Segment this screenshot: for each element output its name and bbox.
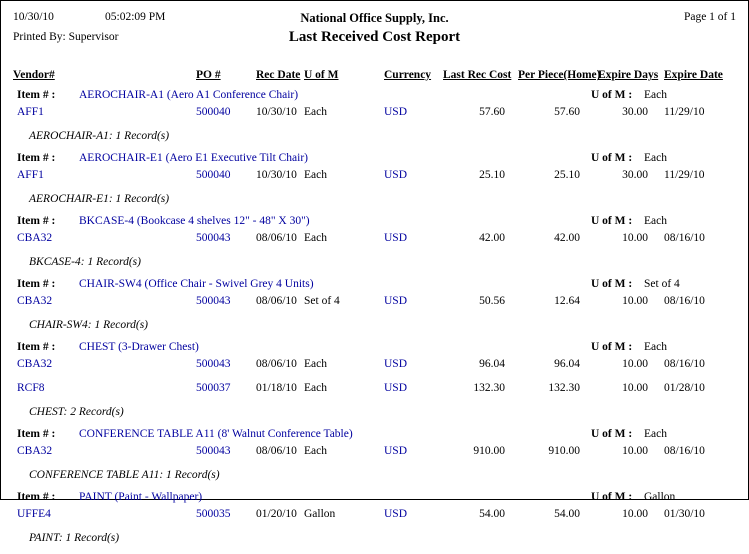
cell-per-piece: 25.10 — [554, 169, 580, 181]
cell-po[interactable]: 500037 — [196, 382, 231, 394]
group-summary: BKCASE-4: 1 Record(s) — [29, 256, 141, 268]
item-header — [13, 428, 736, 445]
company-name: National Office Supply, Inc. — [300, 11, 449, 25]
cell-po[interactable]: 500043 — [196, 358, 231, 370]
cell-vendor[interactable]: CBA32 — [17, 232, 53, 244]
cell-uofm: Each — [304, 358, 327, 370]
group-summary: CHAIR-SW4: 1 Record(s) — [29, 319, 149, 331]
group-summary: PAINT: 1 Record(s) — [29, 532, 120, 544]
cell-uofm: Each — [304, 169, 327, 181]
cell-uofm: Each — [304, 106, 327, 118]
item-uofm-label: U of M : — [591, 215, 633, 227]
item-uofm-label: U of M : — [591, 89, 633, 101]
column-header-currency: Currency — [384, 69, 432, 81]
cell-per-piece: 12.64 — [554, 295, 580, 307]
column-header-vendor: Vendor# — [13, 69, 55, 81]
item-group — [13, 215, 736, 278]
cell-rec-date: 10/30/10 — [256, 106, 297, 118]
cell-per-piece: 54.00 — [554, 508, 580, 520]
item-uofm-label: U of M : — [591, 341, 633, 353]
item-header — [13, 215, 736, 232]
cell-per-piece: 910.00 — [548, 445, 580, 457]
cell-currency[interactable]: USD — [384, 106, 408, 118]
column-header-per-piece: Per Piece(Home) — [518, 69, 601, 81]
table-row — [13, 358, 736, 382]
item-label: Item # : — [17, 491, 56, 503]
cell-expire-days: 10.00 — [622, 382, 648, 394]
column-header-po: PO # — [196, 69, 221, 81]
cell-rec-date: 08/06/10 — [256, 358, 297, 370]
cell-rec-date: 08/06/10 — [256, 295, 297, 307]
cell-expire-date: 01/28/10 — [664, 382, 705, 394]
item-group — [13, 341, 736, 428]
cell-po[interactable]: 500040 — [196, 106, 231, 118]
item-label: Item # : — [17, 89, 56, 101]
cell-expire-date: 11/29/10 — [664, 169, 705, 181]
item-label: Item # : — [17, 215, 56, 227]
table-row — [13, 445, 736, 469]
cell-vendor[interactable]: AFF1 — [17, 169, 44, 181]
group-summary: CHEST: 2 Record(s) — [29, 406, 124, 418]
item-uofm-label: U of M : — [591, 278, 633, 290]
cell-po[interactable]: 500043 — [196, 445, 231, 457]
cell-po[interactable]: 500043 — [196, 232, 231, 244]
report-groups — [13, 89, 736, 554]
cell-expire-days: 10.00 — [622, 445, 648, 457]
cell-last-rec-cost: 25.10 — [479, 169, 505, 181]
cell-po[interactable]: 500040 — [196, 169, 231, 181]
cell-uofm: Each — [304, 445, 327, 457]
item-uofm-value: Each — [644, 215, 667, 227]
column-header-uofm: U of M — [304, 69, 339, 81]
cell-vendor[interactable]: CBA32 — [17, 445, 53, 457]
item-group — [13, 89, 736, 152]
cell-rec-date: 01/20/10 — [256, 508, 297, 520]
item-name-link[interactable]: BKCASE-4 (Bookcase 4 shelves 12" - 48" X 30") — [79, 215, 310, 227]
cell-last-rec-cost: 96.04 — [479, 358, 505, 370]
cell-currency[interactable]: USD — [384, 232, 408, 244]
cell-rec-date: 01/18/10 — [256, 382, 297, 394]
cell-last-rec-cost: 50.56 — [479, 295, 505, 307]
cell-uofm: Set of 4 — [304, 295, 340, 307]
column-header-rec-date: Rec Date — [256, 69, 301, 81]
item-name-link[interactable]: AEROCHAIR-A1 (Aero A1 Conference Chair) — [79, 89, 299, 101]
item-label: Item # : — [17, 428, 56, 440]
page-number: Page 1 of 1 — [683, 11, 736, 23]
cell-vendor[interactable]: RCF8 — [17, 382, 45, 394]
cell-per-piece: 57.60 — [554, 106, 580, 118]
item-name-link[interactable]: AEROCHAIR-E1 (Aero E1 Executive Tilt Chair) — [79, 152, 309, 164]
cell-per-piece: 132.30 — [548, 382, 580, 394]
item-group — [13, 152, 736, 215]
cell-currency[interactable]: USD — [384, 358, 408, 370]
table-row — [13, 295, 736, 319]
cell-last-rec-cost: 54.00 — [479, 508, 505, 520]
cell-expire-days: 10.00 — [622, 508, 648, 520]
group-summary: AEROCHAIR-A1: 1 Record(s) — [29, 130, 170, 142]
cell-expire-days: 30.00 — [622, 169, 648, 181]
item-group — [13, 278, 736, 341]
cell-last-rec-cost: 57.60 — [479, 106, 505, 118]
cell-expire-days: 10.00 — [622, 358, 648, 370]
cell-expire-days: 30.00 — [622, 106, 648, 118]
cell-vendor[interactable]: UFFE4 — [17, 508, 51, 520]
item-group — [13, 491, 736, 554]
item-header — [13, 341, 736, 358]
cell-vendor[interactable]: CBA32 — [17, 358, 53, 370]
table-row — [13, 106, 736, 130]
item-uofm-value: Each — [644, 341, 667, 353]
cell-currency[interactable]: USD — [384, 382, 408, 394]
item-header — [13, 278, 736, 295]
item-label: Item # : — [17, 152, 56, 164]
item-uofm-value: Gallon — [644, 491, 676, 503]
report-time: 05:02:09 PM — [105, 11, 166, 23]
item-name-link[interactable]: CHAIR-SW4 (Office Chair - Swivel Grey 4 Units) — [79, 278, 314, 290]
item-uofm-value: Each — [644, 89, 667, 101]
report-header-second — [13, 29, 736, 51]
item-label: Item # : — [17, 341, 56, 353]
cell-po[interactable]: 500035 — [196, 508, 231, 520]
item-group — [13, 428, 736, 491]
cell-rec-date: 10/30/10 — [256, 169, 297, 181]
page-title: Last Received Cost Report — [288, 29, 461, 45]
item-label: Item # : — [17, 278, 56, 290]
column-header-expire-days: Expire Days — [598, 69, 659, 81]
report-header-top — [13, 11, 736, 29]
report-date: 10/30/10 — [13, 11, 54, 23]
cell-expire-date: 01/30/10 — [664, 508, 705, 520]
table-row — [13, 508, 736, 532]
cell-expire-days: 10.00 — [622, 295, 648, 307]
group-summary: AEROCHAIR-E1: 1 Record(s) — [29, 193, 170, 205]
cell-expire-date: 11/29/10 — [664, 106, 705, 118]
cell-expire-date: 08/16/10 — [664, 295, 705, 307]
cell-uofm: Each — [304, 382, 327, 394]
cell-currency[interactable]: USD — [384, 445, 408, 457]
item-header — [13, 491, 736, 508]
cell-expire-date: 08/16/10 — [664, 232, 705, 244]
item-name-link[interactable]: CHEST (3-Drawer Chest) — [79, 341, 199, 353]
table-row — [13, 382, 736, 406]
item-header — [13, 89, 736, 106]
item-uofm-label: U of M : — [591, 428, 633, 440]
cell-last-rec-cost: 910.00 — [473, 445, 505, 457]
cell-currency[interactable]: USD — [384, 508, 408, 520]
cell-uofm: Gallon — [304, 508, 336, 520]
column-header-expire-date: Expire Date — [664, 69, 723, 81]
cell-per-piece: 42.00 — [554, 232, 580, 244]
cell-expire-days: 10.00 — [622, 232, 648, 244]
item-uofm-value: Set of 4 — [644, 278, 680, 290]
cell-currency[interactable]: USD — [384, 169, 408, 181]
cell-last-rec-cost: 42.00 — [479, 232, 505, 244]
item-name-link[interactable]: PAINT (Paint - Wallpaper) — [79, 491, 203, 503]
report-body — [13, 11, 736, 544]
cell-vendor[interactable]: AFF1 — [17, 106, 44, 118]
printed-by: Printed By: Supervisor — [13, 31, 119, 43]
table-row — [13, 232, 736, 256]
item-uofm-value: Each — [644, 428, 667, 440]
cell-expire-date: 08/16/10 — [664, 445, 705, 457]
item-name-link[interactable]: CONFERENCE TABLE A11 (8' Walnut Conference Table) — [79, 428, 353, 440]
item-uofm-value: Each — [644, 152, 667, 164]
item-uofm-label: U of M : — [591, 152, 633, 164]
cell-rec-date: 08/06/10 — [256, 445, 297, 457]
item-uofm-label: U of M : — [591, 491, 633, 503]
cell-last-rec-cost: 132.30 — [473, 382, 505, 394]
cell-per-piece: 96.04 — [554, 358, 580, 370]
column-headers — [13, 69, 736, 89]
column-header-last-rec-cost: Last Rec Cost — [443, 69, 512, 81]
cell-currency[interactable]: USD — [384, 295, 408, 307]
cell-rec-date: 08/06/10 — [256, 232, 297, 244]
item-header — [13, 152, 736, 169]
cell-vendor[interactable]: CBA32 — [17, 295, 53, 307]
cell-uofm: Each — [304, 232, 327, 244]
table-row — [13, 169, 736, 193]
group-summary: CONFERENCE TABLE A11: 1 Record(s) — [29, 469, 220, 481]
cell-po[interactable]: 500043 — [196, 295, 231, 307]
cell-expire-date: 08/16/10 — [664, 358, 705, 370]
